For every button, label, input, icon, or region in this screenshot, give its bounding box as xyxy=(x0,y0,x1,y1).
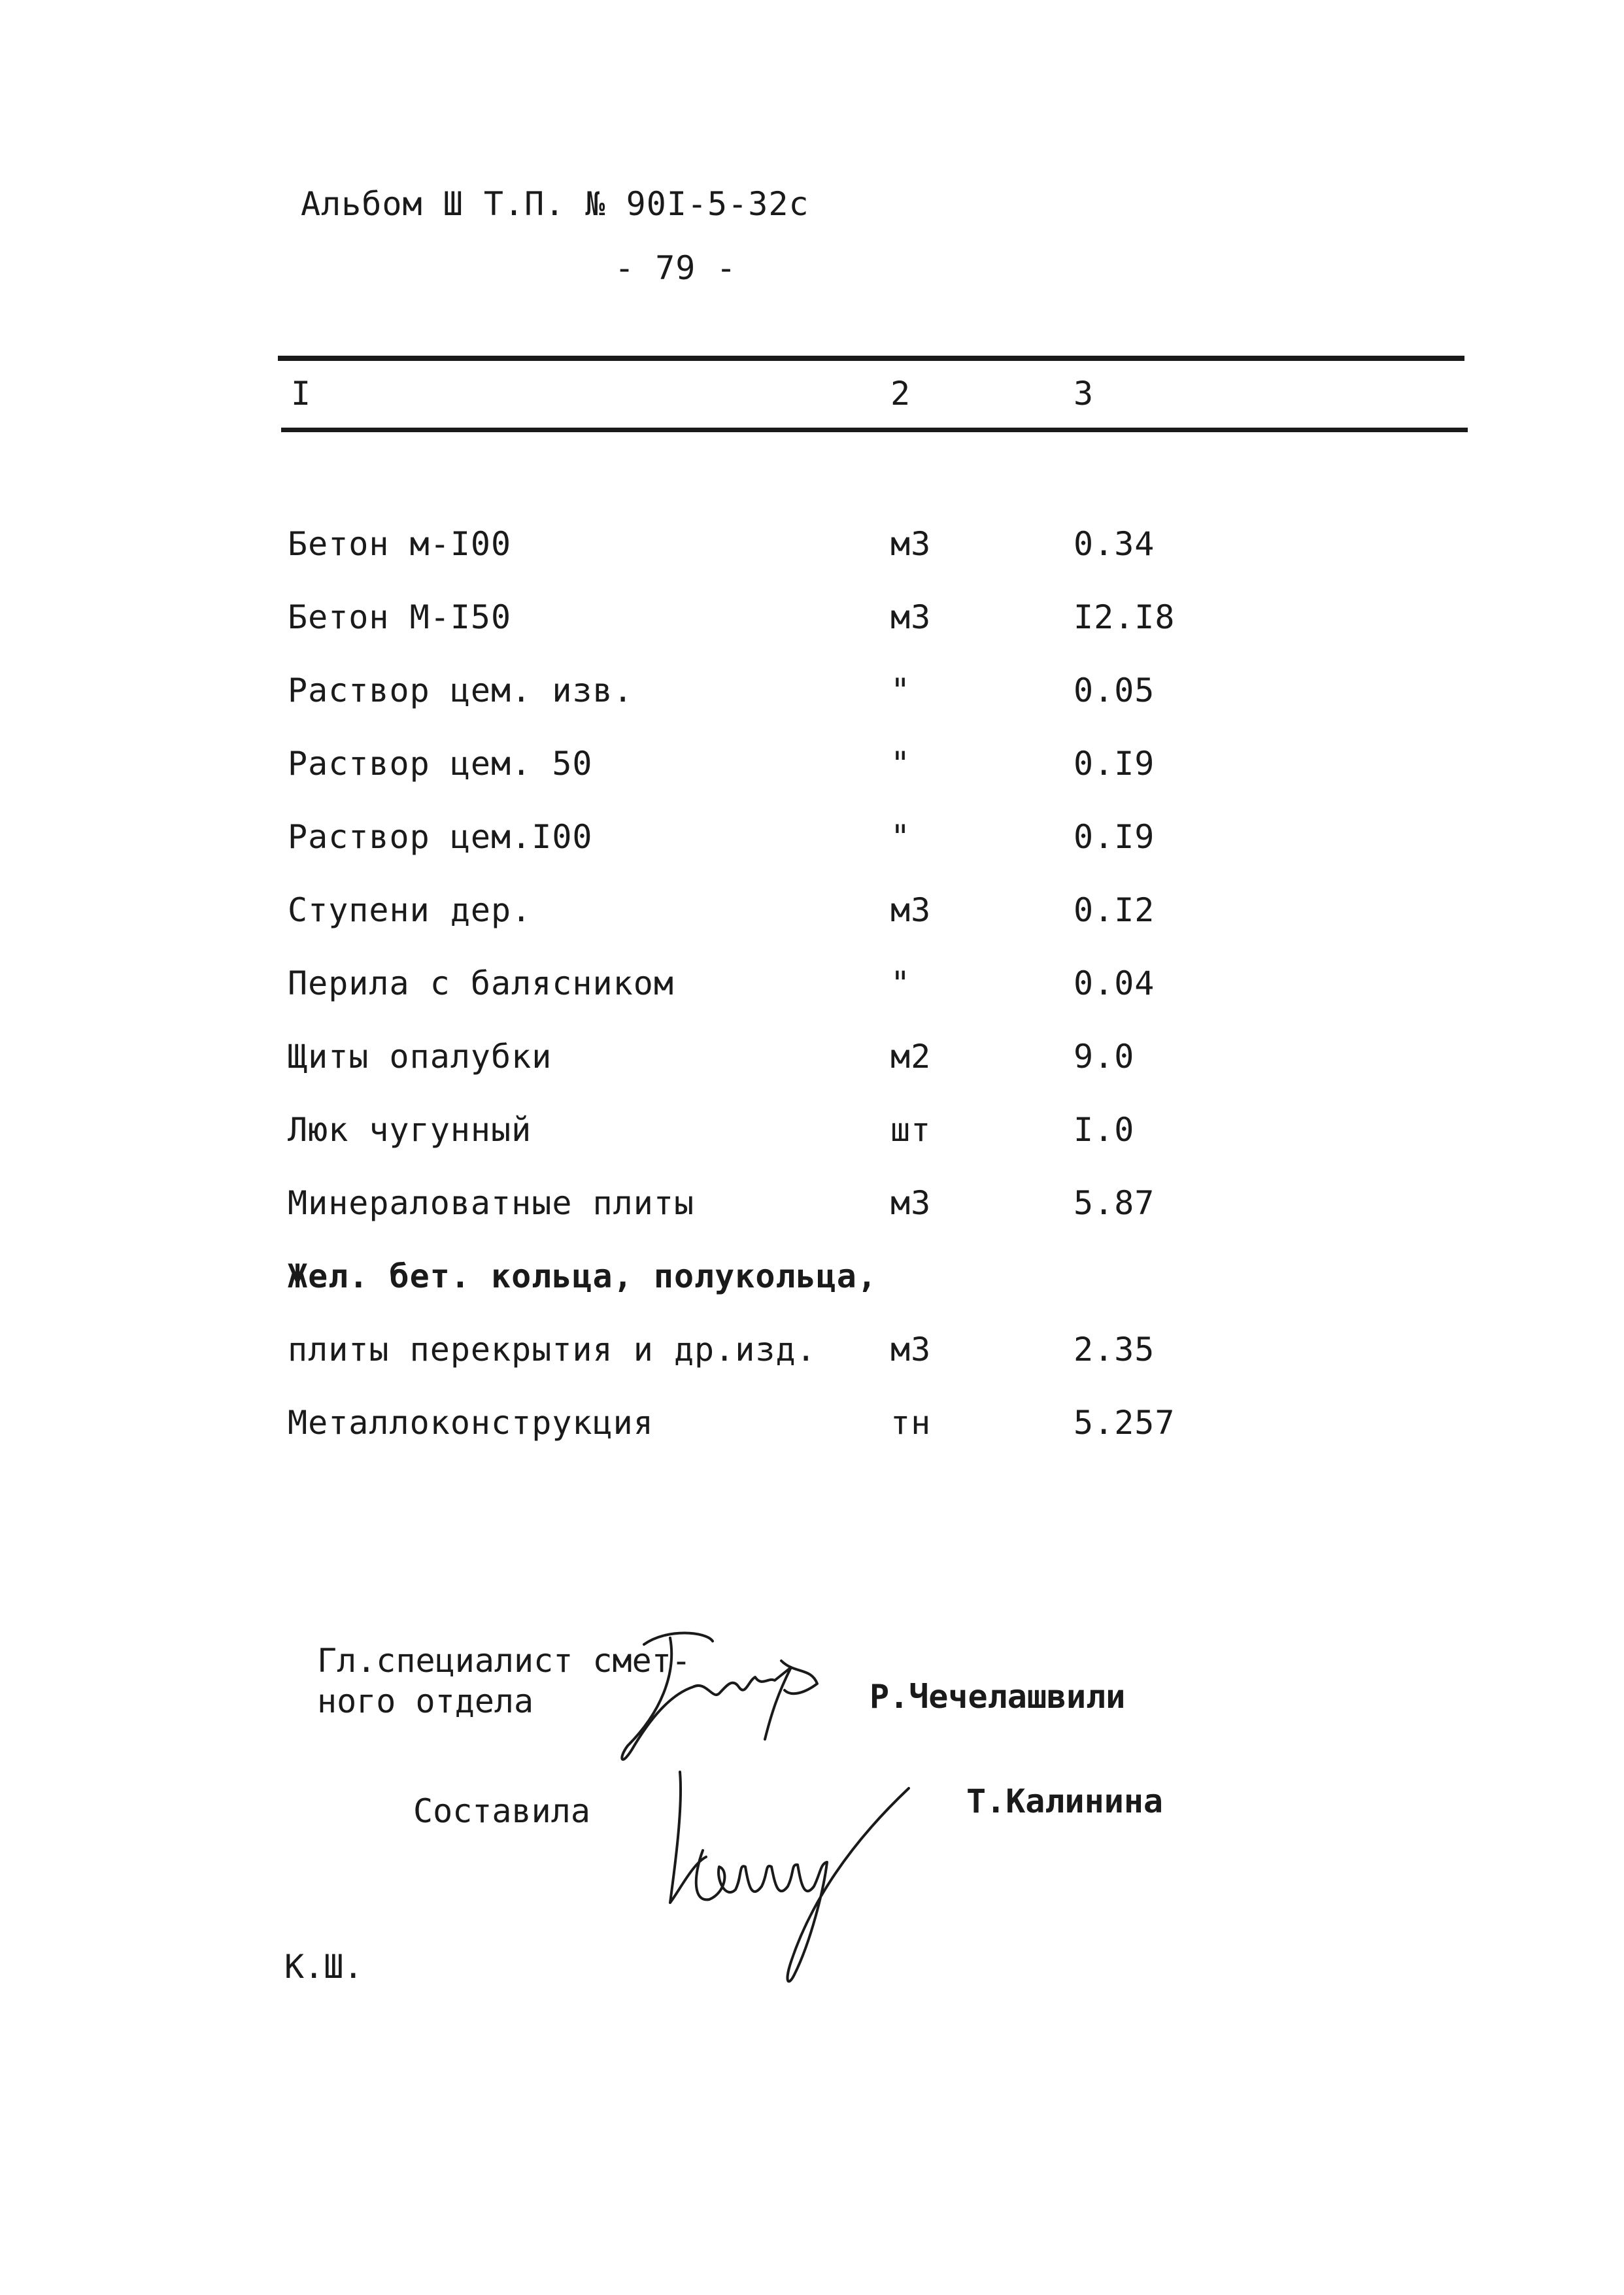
signature-2-handwriting xyxy=(654,1759,968,1994)
table-row xyxy=(0,1403,1624,1442)
material-unit: м2 xyxy=(890,1038,932,1076)
column-header-1: I xyxy=(291,375,312,413)
table-row xyxy=(0,891,1624,930)
material-unit: " xyxy=(890,745,911,783)
typist-initials: К.Ш. xyxy=(284,1948,364,1986)
signer-1-role: Гл.специалист смет- xyxy=(317,1642,691,1680)
table-row xyxy=(0,1257,1624,1296)
table-row xyxy=(0,1037,1624,1076)
material-name: Раствор цем.I00 xyxy=(288,818,593,856)
table-row xyxy=(0,524,1624,564)
table-header-rule xyxy=(281,428,1468,432)
material-quantity: 2.35 xyxy=(1074,1331,1155,1368)
signer-1-name: Р.Чечелашвили xyxy=(870,1678,1126,1716)
table-top-rule xyxy=(278,356,1464,361)
material-quantity: 0.34 xyxy=(1074,525,1155,563)
material-quantity: 0.04 xyxy=(1074,964,1155,1002)
table-row xyxy=(0,598,1624,637)
signer-2-role: Составила xyxy=(413,1792,590,1830)
material-unit: " xyxy=(890,818,911,856)
material-unit: " xyxy=(890,672,911,709)
material-unit: м3 xyxy=(890,525,932,563)
signer-1-role-continued: ного отдела xyxy=(317,1682,534,1720)
material-quantity: 0.I9 xyxy=(1074,818,1155,856)
material-quantity: 9.0 xyxy=(1074,1038,1135,1076)
material-unit: м3 xyxy=(890,1331,932,1368)
material-name: плиты перекрытия и др.изд. xyxy=(288,1331,817,1368)
material-name: Раствор цем. 50 xyxy=(288,745,593,783)
material-quantity: I.0 xyxy=(1074,1111,1135,1149)
material-name: Бетон М-I50 xyxy=(288,598,512,636)
page-number: - 79 - xyxy=(615,249,737,287)
material-name: Ступени дер. xyxy=(288,891,532,929)
material-unit: м3 xyxy=(890,598,932,636)
table-row xyxy=(0,817,1624,857)
material-quantity: 5.87 xyxy=(1074,1184,1155,1222)
material-unit: м3 xyxy=(890,891,932,929)
signature-1-handwriting xyxy=(615,1615,837,1772)
material-quantity: 0.I2 xyxy=(1074,891,1155,929)
material-quantity: I2.I8 xyxy=(1074,598,1176,636)
material-unit: шт xyxy=(890,1111,932,1149)
table-row xyxy=(0,1183,1624,1223)
table-row xyxy=(0,1110,1624,1149)
material-name: Металлоконструкция xyxy=(288,1404,654,1442)
material-name: Жел. бет. кольца, полукольца, xyxy=(288,1257,877,1295)
material-name: Щиты опалубки xyxy=(288,1038,552,1076)
column-header-3: 3 xyxy=(1074,375,1094,413)
table-row xyxy=(0,671,1624,710)
material-quantity: 0.I9 xyxy=(1074,745,1155,783)
table-row xyxy=(0,744,1624,783)
album-title: Альбом Ш Т.П. № 90I-5-32с xyxy=(301,185,809,223)
material-unit: тн xyxy=(890,1404,932,1442)
material-quantity: 0.05 xyxy=(1074,672,1155,709)
material-name: Бетон м-I00 xyxy=(288,525,512,563)
material-name: Раствор цем. изв. xyxy=(288,672,634,709)
material-quantity: 5.257 xyxy=(1074,1404,1176,1442)
signer-2-name: Т.Калинина xyxy=(966,1782,1164,1820)
material-name: Перила с балясником xyxy=(288,964,674,1002)
material-unit: м3 xyxy=(890,1184,932,1222)
table-row xyxy=(0,964,1624,1003)
column-header-2: 2 xyxy=(890,375,911,413)
material-name: Люк чугунный xyxy=(288,1111,532,1149)
table-row xyxy=(0,1330,1624,1369)
material-name: Минераловатные плиты xyxy=(288,1184,695,1222)
material-unit: " xyxy=(890,964,911,1002)
